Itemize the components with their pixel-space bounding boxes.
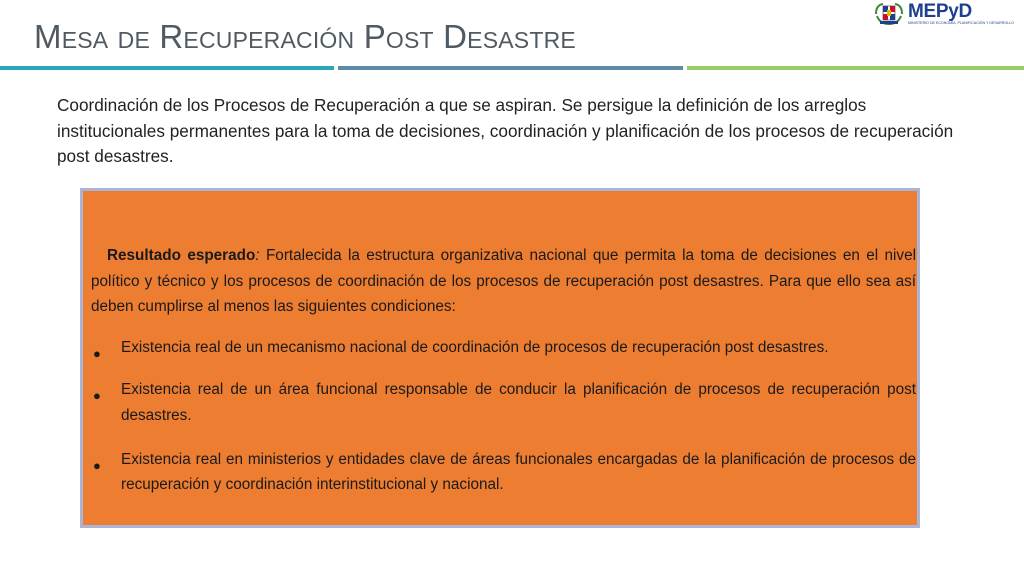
- logo-brand: MEPyD: [908, 1, 972, 22]
- expected-result-label: Resultado esperado: [107, 247, 256, 264]
- coat-of-arms-icon: [874, 2, 904, 26]
- header-rule-segment-slate: [338, 66, 683, 70]
- list-item-text: Existencia real en ministerios y entidades clave de áreas funcionales encargadas de la planificación de procesos de recuperación y coordinación interinstitucional y nacional.: [121, 450, 916, 494]
- header-rule: [0, 66, 1024, 70]
- page-title: Mesa de Recuperación Post Desastre: [34, 18, 576, 55]
- intro-paragraph: Coordinación de los Procesos de Recuperación a que se aspiran. Se persigue la definición de los arreglos institucionales permanentes para la toma de decisiones, coordinación y planificación de los procesos de recuperación post desastres.: [57, 95, 954, 166]
- expected-result-text: Fortalecida la estructura organizativa nacional que permita la toma de decisiones en el nivel político y técnico y los procesos de coordinación de los procesos de recuperación post desastres. Para que ello sea así deben cumplirse al menos las siguientes condiciones:: [91, 247, 916, 316]
- list-item: [91, 447, 916, 498]
- list-item: [91, 377, 916, 428]
- mepyd-logo: [874, 2, 1014, 28]
- logo-subtitle: MINISTERIO DE ECONOMÍA, PLANIFICACIÓN Y DESARROLLO: [908, 21, 1014, 25]
- bullet-icon: ●: [93, 388, 101, 404]
- list-item: [91, 335, 916, 361]
- list-item-text: Existencia real de un mecanismo nacional de coordinación de procesos de recuperación post desastres.: [121, 338, 829, 356]
- expected-result-paragraph: [91, 243, 916, 320]
- conditions-list: [91, 335, 916, 498]
- expected-result-separator: :: [255, 247, 260, 264]
- header-rule-segment-teal: [0, 66, 334, 70]
- bullet-icon: ●: [93, 457, 101, 473]
- header-rule-segment-green: [687, 66, 1024, 70]
- bullet-icon: ●: [93, 345, 101, 361]
- expected-result-box: [80, 188, 920, 528]
- list-item-text: Existencia real de un área funcional responsable de conducir la planificación de procesos de recuperación post desastres.: [121, 381, 916, 424]
